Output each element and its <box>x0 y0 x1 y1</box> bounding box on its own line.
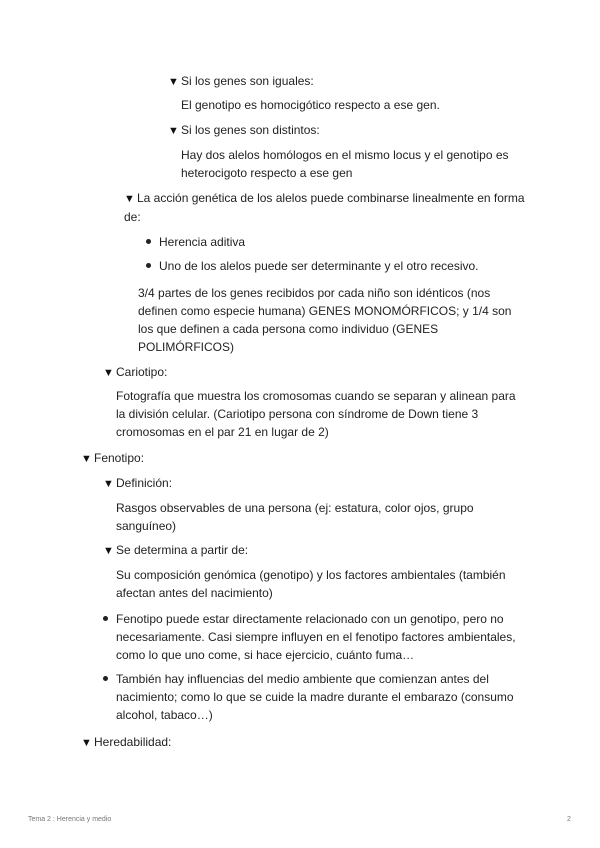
text-se-determina-desc: Su composición genómica (genotipo) y los factores ambientales (también afectan antes del nacimiento) <box>116 568 506 600</box>
bullet-icon <box>103 676 108 681</box>
triangle-down-icon[interactable]: ▼ <box>81 737 92 749</box>
triangle-down-icon[interactable]: ▼ <box>124 193 135 205</box>
bullet-icon <box>146 239 151 244</box>
list-item-text: Herencia aditiva <box>159 235 246 249</box>
toggle-label: Si los genes son iguales: <box>181 74 314 88</box>
text-tres-cuartos: 3/4 partes de los genes recibidos por cada niño son idénticos (nos definen como especie humana) GENES MONOMÓRFICOS; y 1/4 son los que definen a cada persona como individuo (GENES POLIMÓRFICOS) <box>138 286 512 354</box>
toggle-label: Fenotipo: <box>94 451 145 465</box>
list-item-text: Uno de los alelos puede ser determinante y el otro recesivo. <box>159 259 479 273</box>
triangle-down-icon[interactable]: ▼ <box>103 367 114 379</box>
list-item-fenotipo-relacionado <box>116 610 531 664</box>
toggle-label: Se determina a partir de: <box>116 543 249 557</box>
toggle-heredabilidad[interactable] <box>81 733 171 752</box>
toggle-se-determina[interactable] <box>103 541 248 560</box>
toggle-label: Heredabilidad: <box>94 735 172 749</box>
toggle-label: Cariotipo: <box>116 365 168 379</box>
toggle-label: Si los genes son distintos: <box>181 123 320 137</box>
list-item-text: También hay influencias del medio ambiente que comienzan antes del nacimiento; como lo que se cuide la madre durante el embarazo (consumo alcohol, tabaco…) <box>116 672 514 722</box>
page-number: 2 <box>567 816 571 823</box>
text-heterocigoto: Hay dos alelos homólogos en el mismo locus y el genotipo es heterocigoto respecto a ese gen <box>181 148 509 180</box>
toggle-genes-distintos[interactable] <box>168 121 320 140</box>
text-definicion-desc: Rasgos observables de una persona (ej: estatura, color ojos, grupo sanguíneo) <box>116 501 474 533</box>
toggle-definicion[interactable] <box>103 474 172 493</box>
triangle-down-icon[interactable]: ▼ <box>103 478 114 490</box>
list-item-uno-determinante <box>159 257 539 275</box>
list-item-herencia-aditiva <box>159 233 539 251</box>
bullet-icon <box>146 263 151 268</box>
text-homocigotico: El genotipo es homocigótico respecto a ese gen. <box>181 98 440 112</box>
bullet-icon <box>103 616 108 621</box>
toggle-accion-genetica[interactable] <box>124 189 536 226</box>
toggle-label: La acción genética de los alelos puede combinarse linealmente en forma de: <box>124 191 525 224</box>
toggle-cariotipo[interactable] <box>103 363 167 382</box>
triangle-down-icon[interactable]: ▼ <box>168 76 179 88</box>
toggle-fenotipo[interactable] <box>81 449 144 468</box>
list-item-influencias <box>116 670 516 724</box>
text-cariotipo-desc: Fotografía que muestra los cromosomas cuando se separan y alinean para la división celular. (Cariotipo persona con síndrome de Down tiene 3 cromosomas en el par 21 en lugar de 2) <box>116 389 516 439</box>
toggle-genes-iguales[interactable] <box>168 72 314 91</box>
footer-title: Tema 2 : Herencia y medio <box>28 816 112 823</box>
list-item-text: Fenotipo puede estar directamente relacionado con un genotipo, pero no necesariamente. Casi siempre influyen en el fenotipo factores ambientales, como lo que uno come, si hace ejercicio, cuánto fuma… <box>116 612 516 662</box>
triangle-down-icon[interactable]: ▼ <box>103 545 114 557</box>
triangle-down-icon[interactable]: ▼ <box>81 453 92 465</box>
toggle-label: Definición: <box>116 476 173 490</box>
triangle-down-icon[interactable]: ▼ <box>168 125 179 137</box>
